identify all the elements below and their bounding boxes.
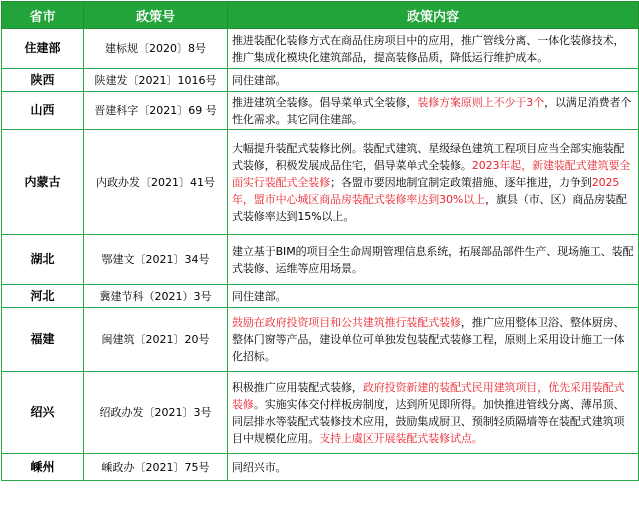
policy-number-cell: 内政办发〔2021〕41号 [84,130,228,235]
policy-number-cell: 鄂建文〔2021〕34号 [84,235,228,285]
province-cell: 河北 [2,285,84,308]
highlighted-text: 2023年起，新建装配式建筑要全面实行装配式全装修 [232,158,631,189]
province-cell: 山西 [2,92,84,130]
policy-number-cell: 建标规〔2020〕8号 [84,29,228,69]
policy-number-cell: 闽建筑〔2021〕20号 [84,308,228,372]
province-cell: 湖北 [2,235,84,285]
province-cell: 福建 [2,308,84,372]
content-text: 同住建部。 [232,289,287,303]
policy-number-cell: 嵊政办〔2021〕75号 [84,454,228,481]
policy-content-cell [228,285,639,308]
content-text: ；各盟市要因地制宜制定政策措施、逐年推进，力争到 [330,175,592,189]
province-cell: 嵊州 [2,454,84,481]
table-row [2,372,639,454]
policy-number-cell: 冀建节科（2021）3号 [84,285,228,308]
province-cell: 陕西 [2,69,84,92]
content-text: 推进装配化装修方式在商品住房项目中的应用，推广管线分离、一体化装修技术，推广集成化模块化建筑部品，提高装修品质，降低运行维护成本。 [232,33,625,64]
province-cell: 绍兴 [2,372,84,454]
policy-content-cell [228,92,639,130]
policy-content-cell [228,235,639,285]
province-cell: 内蒙古 [2,130,84,235]
content-text: 同绍兴市。 [232,460,287,474]
table-row [2,454,639,481]
header-policy-number: 政策号 [84,2,228,29]
content-text: 积极推广应用装配式装修， [232,380,363,394]
policy-number-cell: 绍政办发〔2021〕3号 [84,372,228,454]
table-row [2,92,639,130]
policy-content-cell [228,372,639,454]
content-text: ，推广应用整体卫浴、整体厨房、整体门窗等产品，建设单位可单独发包装配式装修工程，原则上采用设计施工一体化招标。 [232,316,625,363]
content-text: 大幅提升装配式装修比例。装配式建筑、星级绿色建筑工程项目应当全部实施装配式装修，积极发展成品住宅，倡导菜单式全装修。 [232,141,625,172]
content-text: 建立基于BIM的项目全生命周期管理信息系统，拓展部品部件生产、现场施工、装配式装修、运维等应用场景。 [232,244,634,275]
content-text: ，旗县（市、区）商品房装配式装修率达到15%以上。 [232,192,627,223]
content-text: 同住建部。 [232,73,287,87]
policy-number-cell: 陕建发〔2021〕1016号 [84,69,228,92]
table-row [2,130,639,235]
highlighted-text: 支持上虞区开展装配式装修试点。 [319,431,483,445]
content-text: 推进建筑全装修。倡导菜单式全装修， [232,95,418,109]
table-row [2,285,639,308]
header-policy-content: 政策内容 [228,2,639,29]
policy-table [1,1,639,481]
table-body [2,29,639,481]
policy-content-cell [228,308,639,372]
header-province: 省市 [2,2,84,29]
content-text: 。实施实体交付样板房制度，达到所见即所得。加快推进管线分离、薄吊顶、同层排水等装配式装修技术应用，鼓励集成厨卫、预制轻质隔墙等在装配式建筑项目中规模化应用。 [232,397,625,445]
policy-content-cell [228,454,639,481]
table-header-row [2,2,639,29]
policy-content-cell [228,29,639,69]
table-row [2,69,639,92]
highlighted-text: 装修方案原则上不少于3个 [417,95,545,109]
policy-number-cell: 晋建科字〔2021〕69 号 [84,92,228,130]
highlighted-text: 政府投资新建的装配式民用建筑项目，优先采用装配式装修 [232,380,625,411]
province-cell: 住建部 [2,29,84,69]
content-text: ，以满足消费者个性化需求。其它同住建部。 [232,95,632,126]
highlighted-text: 2025年，盟市中心城区商品房装配式装修率达到30%以上 [232,175,620,206]
table-row [2,29,639,69]
highlighted-text: 鼓励在政府投资项目和公共建筑推行装配式装修 [232,316,461,329]
policy-content-cell [228,130,639,235]
policy-content-cell [228,69,639,92]
table-row [2,308,639,372]
table-row [2,235,639,285]
